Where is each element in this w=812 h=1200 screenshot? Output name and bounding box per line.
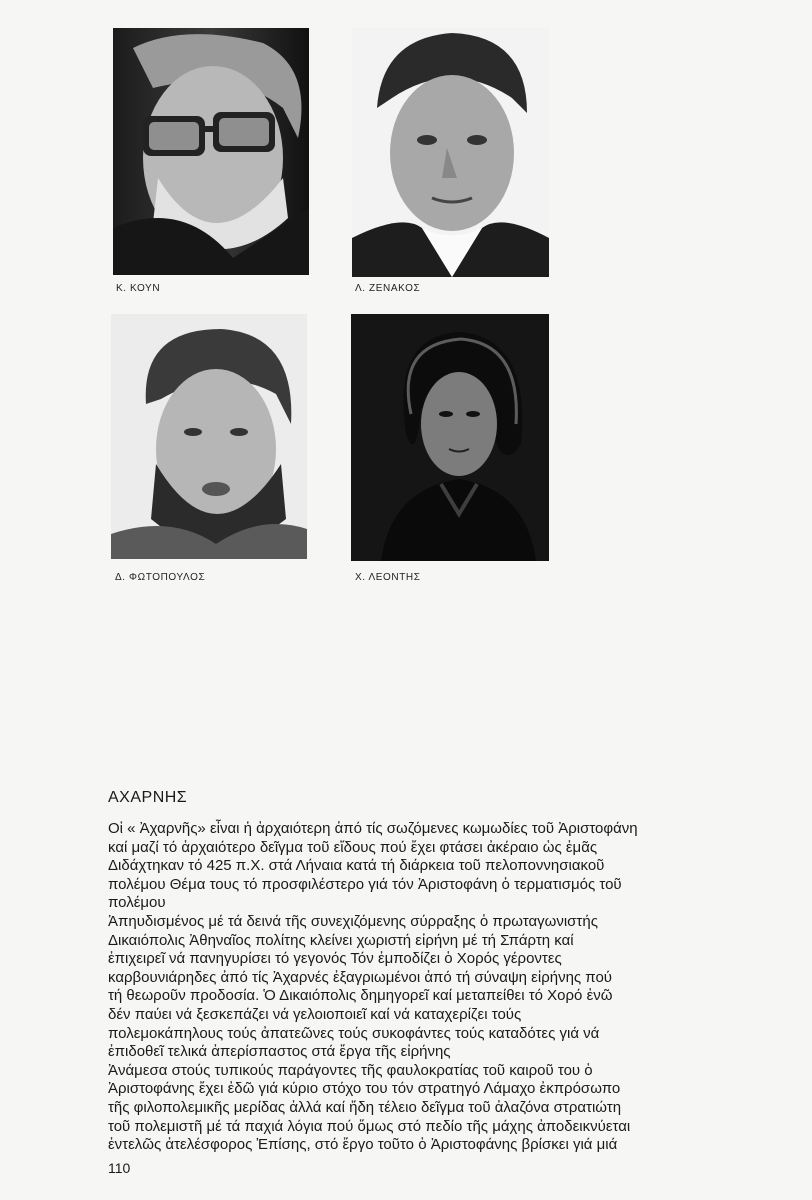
- text-line: ἐπιχειρεῖ νά πανηγυρίσει τό γεγονός Τόν ἐμποδίζει ὁ Χορός γέροντες: [108, 950, 562, 968]
- text-line: Διδάχτηκαν τό 425 π.Χ. στά Λήναια κατά τή διάρκεια τοῦ πελοποννησιακοῦ: [108, 857, 605, 875]
- section-title: ΑΧΑΡΝΗΣ: [108, 789, 188, 806]
- text-line: τῆς φιλοπολεμικῆς μερίδας ἀλλά καί ἤδη τέλειο δεῖγμα τοῦ ἀλαζόνα στρατιώτη: [108, 1098, 622, 1116]
- page-number: 110: [108, 1160, 131, 1176]
- photo-caption-zenakos: Λ. ΖΕΝΑΚΟΣ: [355, 283, 421, 294]
- photo-caption-leontis: Χ. ΛΕΟΝΤΗΣ: [355, 572, 421, 583]
- text-line: Ἀνάμεσα στούς τυπικούς παράγοντες τῆς φαυλοκρατίας τοῦ καιροῦ του ὁ: [108, 1061, 593, 1079]
- portrait-photo-leontis: [351, 314, 549, 561]
- text-line: Δικαιόπολις Ἀθηναῖος πολίτης κλείνει χωριστή εἰρήνη μέ τή Σπάρτη καί: [108, 931, 574, 949]
- text-line: καί μαζί τό ἀρχαιότερο δεῖγμα τοῦ εἴδους πού ἔχει φτάσει ἀκέραιο ὡς ἐμᾶς: [108, 838, 598, 856]
- photo-caption-fotopoulos: Δ. ΦΩΤΟΠΟΥΛΟΣ: [115, 572, 206, 583]
- text-line: δέν παύει νά ξεσκεπάζει νά γελοιοποιεῖ καί νά καταχερίζει τούς: [108, 1005, 522, 1023]
- text-line: Ἀριστοφάνης ἔχει ἐδῶ γιά κύριο στόχο του τόν στρατηγό Λάμαχο ἐκπρόσωπο: [108, 1080, 621, 1098]
- text-line: Οἱ « Ἀχαρνῆς» εἶναι ἡ ἀρχαιότερη ἀπό τίς σωζόμενες κωμωδίες τοῦ Ἀριστοφάνη: [108, 820, 638, 837]
- text-line: καρβουνιάρηδες ἀπό τίς Ἀχαρνές ἐξαγριωμένοι ἀπό τή σύναψη εἰρήνης πού: [108, 968, 612, 986]
- body-text: [108, 820, 788, 1155]
- text-line: πολέμου: [108, 894, 166, 912]
- portrait-photo-zenakos: [352, 28, 549, 277]
- text-line: ἐπιδοθεῖ τελικά ἀπερίσπαστος στά ἔργα τῆς εἰρήνης: [108, 1043, 451, 1061]
- text-line: πολεμοκάπηλους τούς ἀπατεῶνες τούς συκοφάντες τούς καταδότες γιά νά: [108, 1024, 600, 1042]
- text-line: πολέμου Θέμα τους τό προσφιλέστερο γιά τόν Ἀριστοφάνη ὁ τερματισμός τοῦ: [108, 875, 622, 893]
- portrait-photo-koun: [113, 28, 309, 275]
- text-line: τοῦ πολεμιστῆ μέ τά παχιά λόγια πού ὅμως στό πεδίο τῆς μάχης ἀποδεικνύεται: [108, 1117, 631, 1135]
- text-line: τή θεωροῦν προδοσία. Ὁ Δικαιόπολις δημηγορεῖ καί μεταπείθει τό Χορό ἐνῶ: [108, 987, 613, 1005]
- text-line: ἐντελῶς ἀτελέσφορος Ἐπίσης, στό ἔργο τοῦτο ὁ Ἀριστοφάνης βρίσκει γιά μιά: [108, 1136, 618, 1154]
- portrait-photo-fotopoulos: [111, 314, 307, 559]
- text-line: Ἀπηυδισμένος μέ τά δεινά τῆς συνεχιζόμενης σύρραξης ὁ πρωταγωνιστής: [108, 912, 598, 930]
- photo-caption-koun: Κ. ΚΟΥΝ: [116, 283, 161, 294]
